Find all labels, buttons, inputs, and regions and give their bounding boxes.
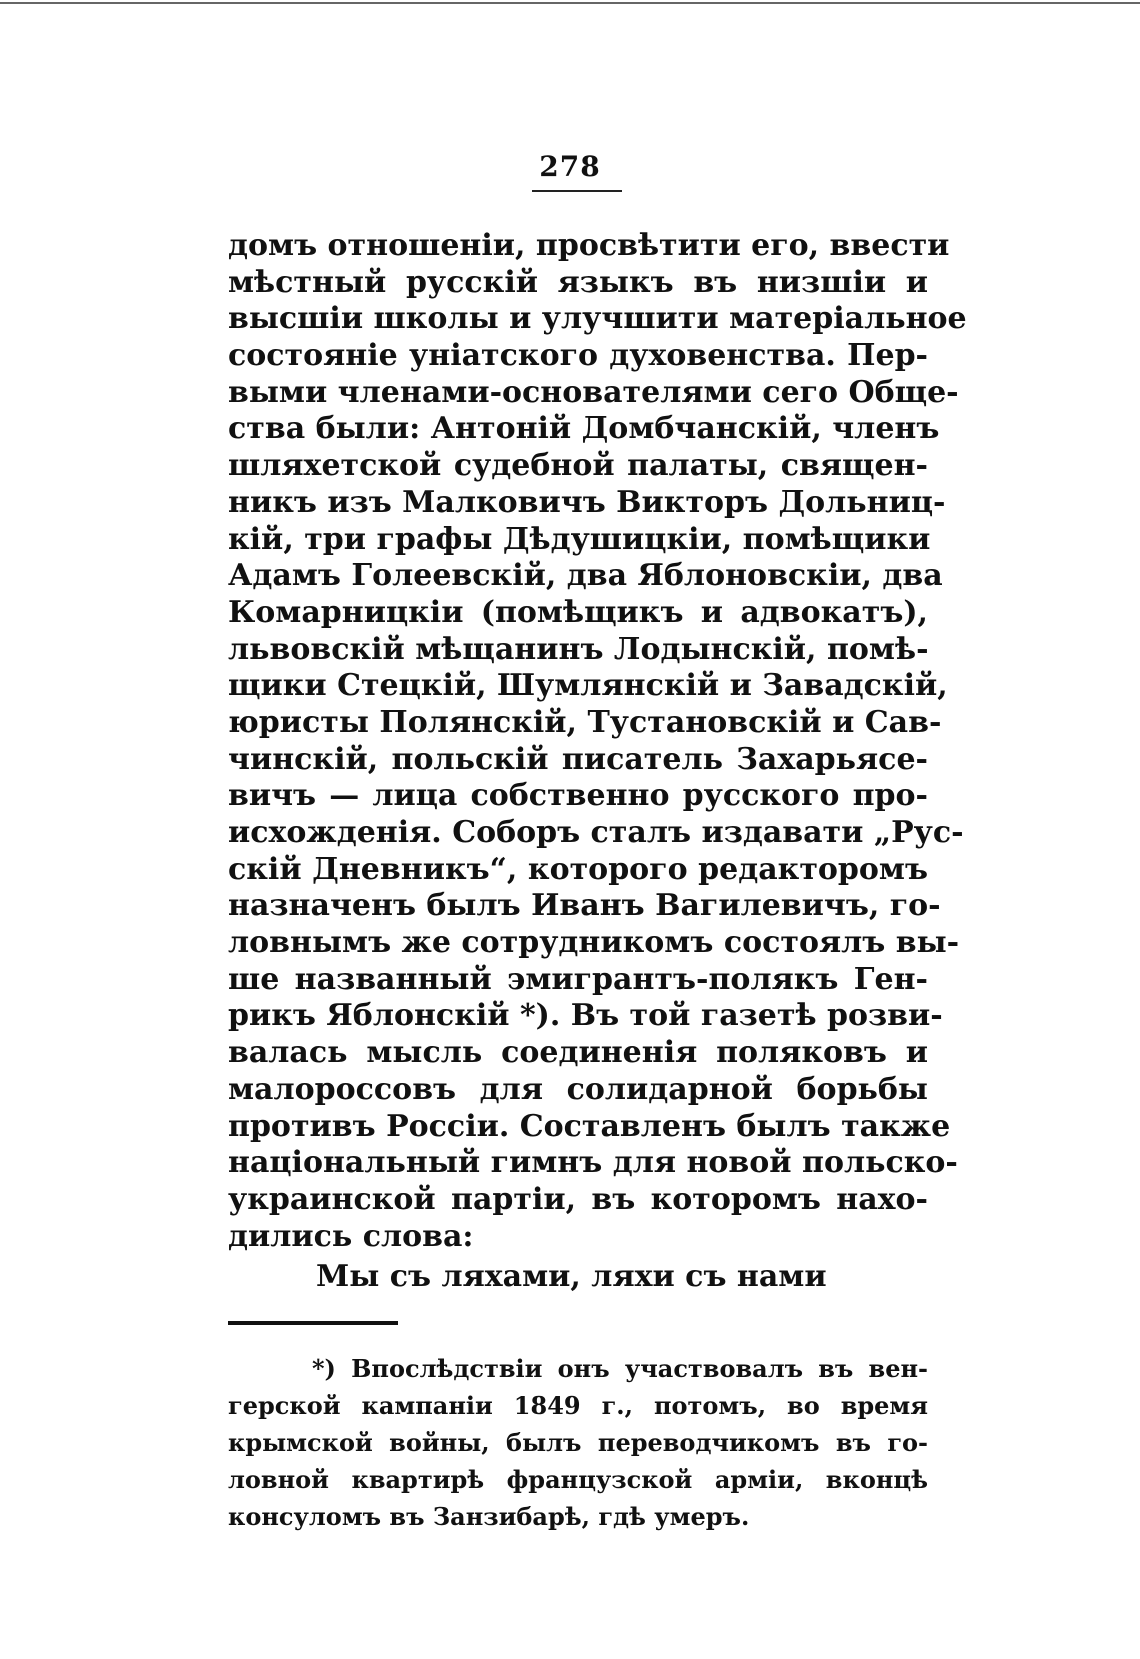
text-line: скій Дневникъ“, которого редакторомъ bbox=[228, 851, 928, 887]
text-line: чинскій, польскій писатель Захарьясе- bbox=[228, 741, 928, 777]
text-line: Комарницкіи (помѣщикъ и адвокатъ), bbox=[228, 594, 928, 630]
text-line: рикъ Яблонскій *). Въ той газетѣ розви- bbox=[228, 998, 943, 1034]
text-line: вичъ — лица собственно русского про- bbox=[228, 778, 928, 814]
main-text bbox=[228, 228, 967, 1297]
text-line: ловнымъ же сотрудникомъ состоялъ вы- bbox=[228, 925, 960, 961]
text-line: выми членами-основателями сего Обще- bbox=[228, 374, 959, 410]
footnote-line: герской кампаніи 1849 г., потомъ, во время bbox=[228, 1391, 928, 1420]
text-line: кій, три графы Дѣдушицкіи, помѣщики bbox=[228, 521, 931, 557]
text-line: назначенъ былъ Иванъ Вагилевичъ, го- bbox=[228, 888, 941, 924]
footnote bbox=[228, 1350, 928, 1535]
text-line: щики Стецкій, Шумлянскій и Завадскій, bbox=[228, 668, 948, 704]
text-line: ше названный эмигрантъ-полякъ Ген- bbox=[228, 961, 928, 997]
scan-top-edge bbox=[0, 2, 1140, 8]
text-line: валась мысль соединенія поляковъ и bbox=[228, 1035, 928, 1071]
text-line: противъ Россіи. Составленъ былъ также bbox=[228, 1108, 951, 1144]
text-line: высшіи школы и улучшити матеріальное bbox=[228, 301, 967, 337]
footnote-line: консуломъ въ Занзибарѣ, гдѣ умеръ. bbox=[228, 1502, 750, 1531]
footnote-line: крымской войны, былъ переводчикомъ въ го- bbox=[228, 1428, 928, 1457]
text-line: національный гимнъ для новой польско- bbox=[228, 1145, 958, 1181]
text-line: домъ отношеніи, просвѣтити его, ввести bbox=[228, 228, 950, 263]
page-number-underline bbox=[532, 190, 622, 192]
text-line: мѣстный русскій языкъ въ низшіи и bbox=[228, 264, 928, 300]
text-line: исхожденія. Соборъ сталъ издавати „Рус- bbox=[228, 815, 964, 850]
text-line: украинской партіи, въ которомъ нахо- bbox=[228, 1181, 928, 1217]
text-line: состояніе уніатского духовенства. Пер- bbox=[228, 338, 928, 374]
text-line: никъ изъ Малковичъ Викторъ Дольниц- bbox=[228, 484, 946, 520]
text-line: дились слова: bbox=[228, 1218, 474, 1254]
footnote-separator bbox=[228, 1321, 398, 1325]
text-line: юристы Полянскій, Тустановскій и Сав- bbox=[228, 704, 942, 740]
text-line: Адамъ Голеевскій, два Яблоновскіи, два bbox=[228, 558, 943, 594]
text-line: малороссовъ для солидарной борьбы bbox=[228, 1071, 928, 1107]
page-number: 278 bbox=[539, 150, 601, 183]
footnote-line: *) Впослѣдствіи онъ участвовалъ въ вен- bbox=[312, 1354, 928, 1383]
verse-line: Мы съ ляхами, ляхи съ нами bbox=[316, 1259, 827, 1295]
footnote-line: ловной квартирѣ французской арміи, вконцѣ bbox=[228, 1465, 928, 1494]
text-line: львовскій мѣщанинъ Лодынскій, помѣ- bbox=[228, 631, 929, 667]
text-line: ства были: Антоній Домбчанскій, членъ bbox=[228, 411, 940, 447]
text-line: шляхетской судебной палаты, священ- bbox=[228, 448, 928, 484]
